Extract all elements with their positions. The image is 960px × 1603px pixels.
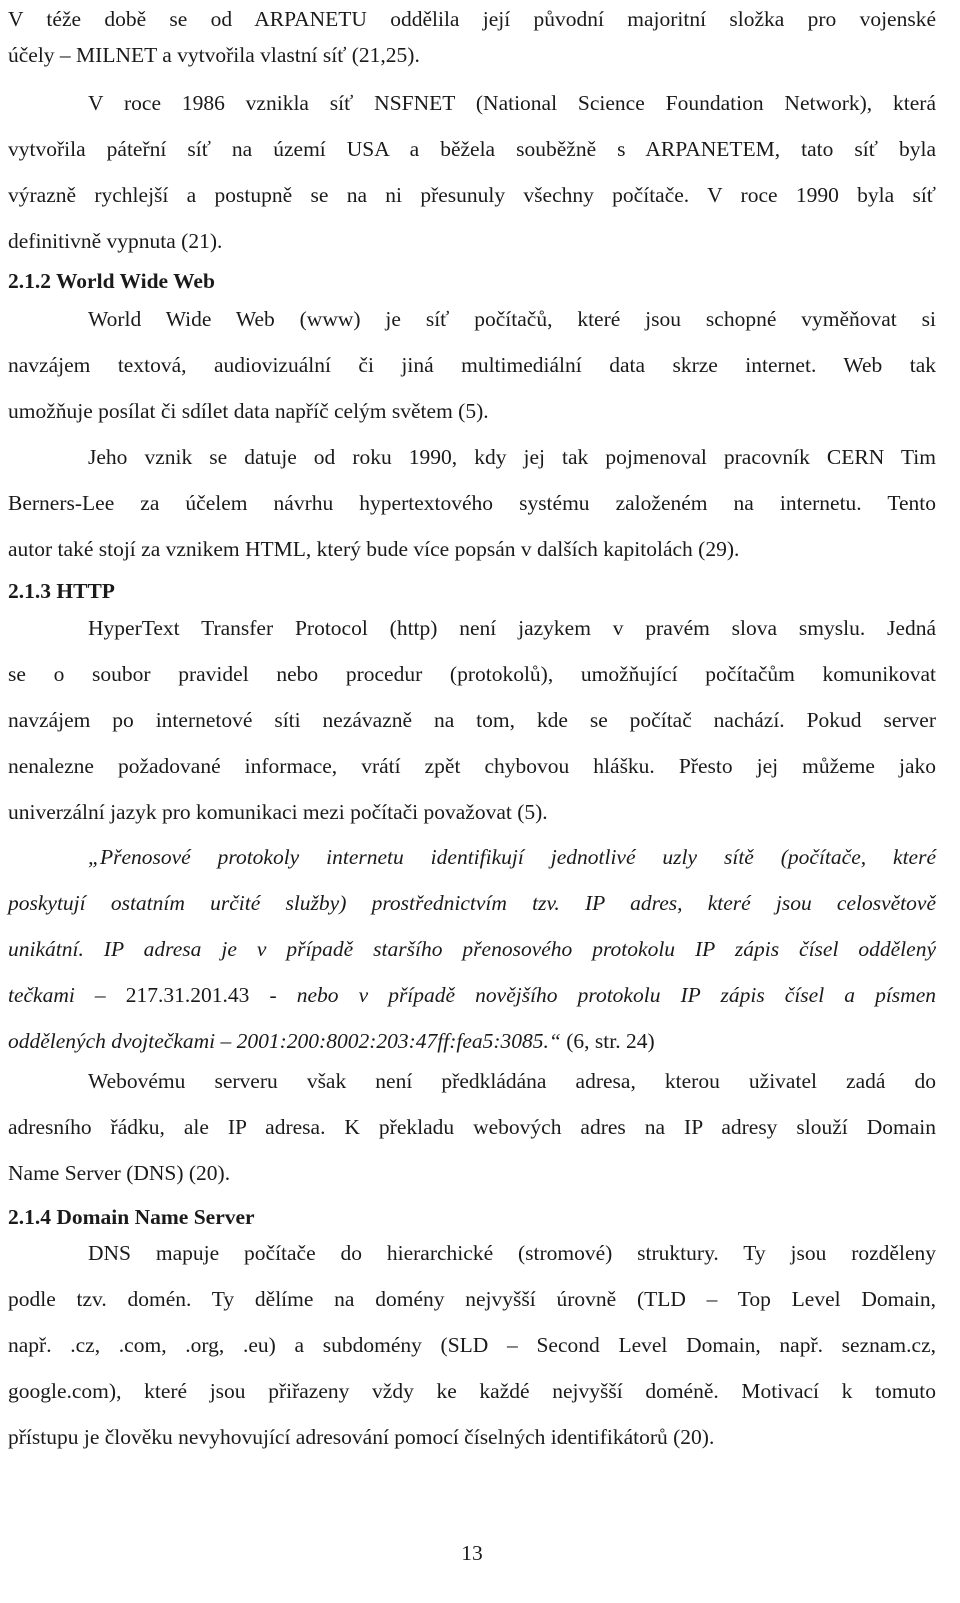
quote-line: unikátní. IP adresa je v případě staršího přenosového protokolu IP zápis čísel oddělený bbox=[8, 937, 936, 961]
paragraph-line: účely – MILNET a vytvořila vlastní síť (21,25). bbox=[8, 43, 420, 67]
paragraph-line: vytvořila páteřní síť na území USA a běžela souběžně s ARPANETEM, tato síť byla bbox=[8, 137, 936, 161]
paragraph-line: Berners-Lee za účelem návrhu hypertextového systému založeném na internetu. Tento bbox=[8, 491, 936, 515]
paragraph-line: výrazně rychlejší a postupně se na ni přesunuly všechny počítače. V roce 1990 byla síť bbox=[8, 183, 936, 207]
paragraph-line: autor také stojí za vznikem HTML, který bude více popsán v dalších kapitolách (29). bbox=[8, 537, 740, 561]
paragraph-line: definitivně vypnuta (21). bbox=[8, 229, 223, 253]
paragraph-line: V téže době se od ARPANETU oddělila její původní majoritní složka pro vojenské bbox=[8, 7, 936, 31]
section-heading-www: 2.1.2 World Wide Web bbox=[8, 269, 215, 293]
quote-fragment: tečkami – bbox=[8, 983, 126, 1007]
paragraph-line: World Wide Web (www) je síť počítačů, které jsou schopné vyměňovat si bbox=[88, 307, 936, 331]
paragraph-line: univerzální jazyk pro komunikaci mezi počítači považovat (5). bbox=[8, 800, 548, 824]
paragraph-line: HyperText Transfer Protocol (http) není jazykem v pravém slova smyslu. Jedná bbox=[88, 616, 936, 640]
paragraph-line: DNS mapuje počítače do hierarchické (stromové) struktury. Ty jsou rozděleny bbox=[88, 1241, 936, 1265]
paragraph-line: umožňuje posílat či sdílet data napříč celým světem (5). bbox=[8, 399, 489, 423]
quote-line: poskytují ostatním určité služby) prostřednictvím tzv. IP adres, které jsou celosvětově bbox=[8, 891, 936, 915]
citation: (6, str. 24) bbox=[560, 1029, 655, 1053]
page-number: 13 bbox=[461, 1541, 483, 1565]
paragraph-line: např. .cz, .com, .org, .eu) a subdomény (SLD – Second Level Domain, např. seznam.cz, bbox=[8, 1333, 936, 1357]
paragraph-line: google.com), které jsou přiřazeny vždy ke každé nejvyšší doméně. Motivací k tomuto bbox=[8, 1379, 936, 1403]
quote-fragment: oddělených dvojtečkami – 2001:200:8002:203:47ff:fea5:3085.“ bbox=[8, 1029, 561, 1053]
quote-fragment: - nebo v případě novějšího protokolu IP zápis čísel a písmen bbox=[249, 983, 936, 1007]
paragraph-line: V roce 1986 vznikla síť NSFNET (National Science Foundation Network), která bbox=[88, 91, 936, 115]
paragraph-line: Name Server (DNS) (20). bbox=[8, 1161, 231, 1185]
paragraph-line: se o soubor pravidel nebo procedur (protokolů), umožňující počítačům komunikovat bbox=[8, 662, 936, 686]
quote-line bbox=[8, 980, 936, 1010]
section-heading-dns: 2.1.4 Domain Name Server bbox=[8, 1205, 255, 1229]
paragraph-line: navzájem textová, audiovizuální či jiná multimediální data skrze internet. Web tak bbox=[8, 353, 936, 377]
paragraph-line: přístupu je člověku nevyhovující adresování pomocí číselných identifikátorů (20). bbox=[8, 1425, 715, 1449]
ip-address-v4: 217.31.201.43 bbox=[125, 983, 250, 1007]
paragraph-line: nenalezne požadované informace, vrátí zpět chybovou hlášku. Přesto jej můžeme jako bbox=[8, 754, 936, 778]
paragraph-line: podle tzv. domén. Ty dělíme na domény nejvyšší úrovně (TLD – Top Level Domain, bbox=[8, 1287, 936, 1311]
quote-line: „Přenosové protokoly internetu identifikují jednotlivé uzly sítě (počítače, které bbox=[88, 845, 936, 869]
quote-line bbox=[8, 1026, 936, 1056]
paragraph-line: Webovému serveru však není předkládána adresa, kterou uživatel zadá do bbox=[88, 1069, 936, 1093]
paragraph-line: navzájem po internetové síti nezávazně na tom, kde se počítač nachází. Pokud server bbox=[8, 708, 936, 732]
paragraph-line: adresního řádku, ale IP adresa. K překladu webových adres na IP adresy slouží Domain bbox=[8, 1115, 936, 1139]
paragraph-line: Jeho vznik se datuje od roku 1990, kdy jej tak pojmenoval pracovník CERN Tim bbox=[88, 445, 936, 469]
section-heading-http: 2.1.3 HTTP bbox=[8, 579, 115, 603]
